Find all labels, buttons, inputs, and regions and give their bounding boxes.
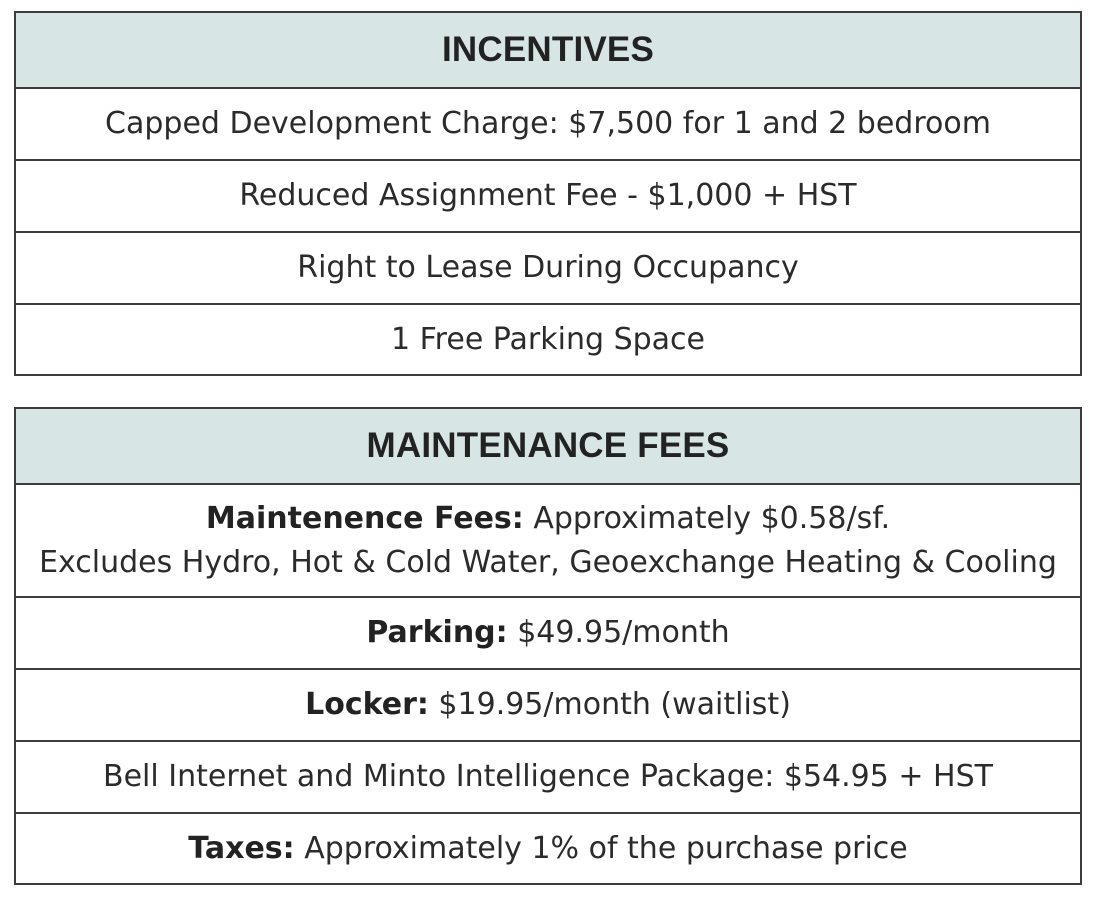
incentive-row-development-charge: [16, 87, 1080, 159]
internet-text: Bell Internet and Minto Intelligence Package: $54.95 + HST: [103, 759, 993, 794]
parking-line: [366, 611, 729, 655]
fees-line: [206, 497, 890, 541]
parking-value: $49.95/month: [507, 615, 730, 650]
incentive-row-parking: [16, 303, 1080, 374]
maintenance-fees-table: [14, 407, 1082, 885]
fees-excludes: Excludes Hydro, Hot & Cold Water, Geoexchange Heating & Cooling: [39, 544, 1057, 580]
parking-label: Parking:: [366, 615, 508, 650]
locker-label: Locker:: [305, 687, 429, 722]
maintenance-header: MAINTENANCE FEES: [16, 409, 1080, 483]
maintenance-row-taxes: [16, 812, 1080, 883]
incentive-text: Right to Lease During Occupancy: [297, 250, 799, 285]
fees-label: Maintenence Fees:: [205, 500, 524, 536]
incentive-row-assignment-fee: [16, 159, 1080, 231]
incentives-table: [14, 11, 1082, 376]
locker-line: [305, 683, 791, 727]
incentive-text: Capped Development Charge: $7,500 for 1 and 2 bedroom: [105, 106, 991, 141]
taxes-value: Approximately 1% of the purchase price: [294, 830, 908, 866]
maintenance-row-parking: [16, 596, 1080, 668]
locker-value: $19.95/month (waitlist): [428, 687, 791, 722]
maintenance-row-fees: [16, 483, 1080, 596]
incentive-row-lease: [16, 231, 1080, 303]
taxes-line: [188, 827, 907, 871]
maintenance-row-internet: [16, 740, 1080, 812]
incentives-header: INCENTIVES: [16, 13, 1080, 87]
incentive-text: 1 Free Parking Space: [390, 321, 705, 357]
maintenance-row-locker: [16, 668, 1080, 740]
incentive-text: Reduced Assignment Fee - $1,000 + HST: [239, 178, 857, 213]
fees-value: Approximately $0.58/sf.: [523, 500, 891, 536]
taxes-label: Taxes:: [188, 830, 295, 866]
